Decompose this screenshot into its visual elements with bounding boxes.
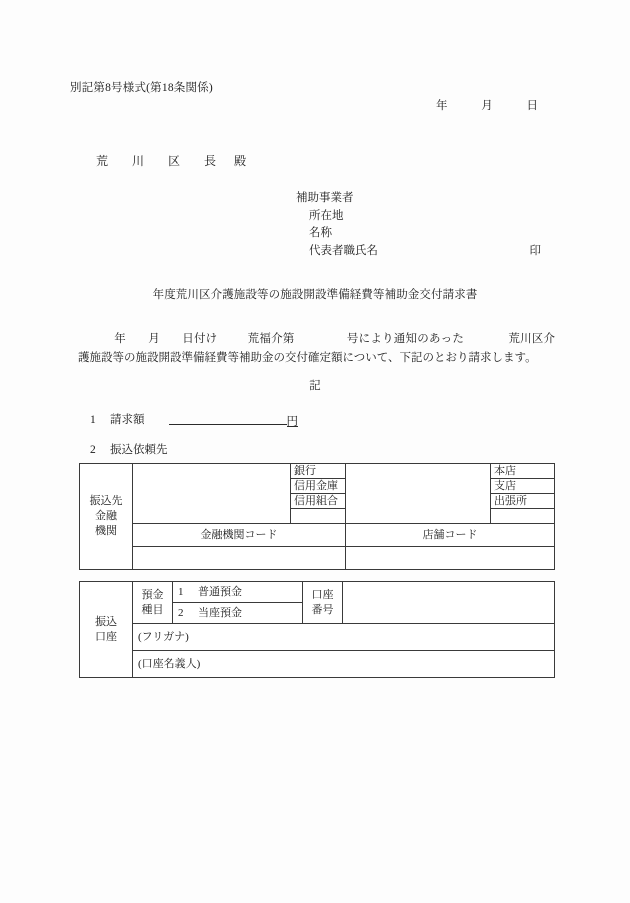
item1-label: 請求額 — [110, 414, 145, 426]
institution-type-bank[interactable]: 銀行 — [291, 464, 346, 479]
body-text-tail: 荒川区介護施設等の施設開設準備経費等補助金の交付確定額について、下記のとおり請求します。 — [78, 333, 556, 364]
ki-marker: 記 — [309, 380, 321, 392]
account-row-label-line2: 口座 — [95, 630, 117, 643]
body-day-label: 日付け — [181, 333, 218, 345]
notice-number-prefix: 荒福介第 — [247, 333, 295, 345]
bank-institution-table — [79, 463, 555, 570]
institution-type-credit-union[interactable]: 信用組合 — [291, 494, 346, 509]
claim-amount-unit: 円 — [287, 413, 299, 427]
applicant-address-label: 所在地 — [309, 209, 344, 222]
item2-number: 2 — [90, 444, 96, 456]
table-row — [80, 651, 555, 678]
date-line — [436, 97, 538, 113]
account-number-label — [303, 582, 343, 624]
date-month-label: 月 — [481, 100, 493, 112]
institution-name-input[interactable] — [133, 464, 291, 524]
table-row — [80, 464, 555, 479]
institution-type-shinkin[interactable]: 信用金庫 — [291, 479, 346, 494]
deposit-kind-label-line1: 預金 — [141, 588, 164, 601]
applicant-representative-row — [296, 243, 541, 261]
deposit-kind-ordinary-number: 1 — [178, 586, 184, 598]
account-number-label-line2: 番号 — [311, 603, 334, 616]
table-row — [80, 547, 555, 570]
bank-row-label-line1: 振込先 — [89, 495, 123, 507]
deposit-kind-current-label: 当座預金 — [198, 607, 242, 619]
item-transfer-destination — [90, 441, 168, 457]
institution-code-label: 金融機関コード — [133, 524, 346, 547]
table-row — [80, 524, 555, 547]
applicant-heading: 補助事業者 — [296, 192, 354, 204]
deposit-kind-option-ordinary[interactable] — [173, 582, 303, 603]
table-row — [80, 582, 555, 603]
furigana-label: (フリガナ) — [138, 631, 189, 643]
bank-row-label-line3: 機関 — [95, 525, 117, 537]
branch-code-label: 店舗コード — [346, 524, 555, 547]
branch-type-sub-office[interactable]: 出張所 — [491, 494, 555, 509]
branch-type-branch[interactable]: 支店 — [491, 479, 555, 494]
body-month-label: 月 — [147, 333, 160, 345]
account-holder-label: (口座名義人) — [138, 658, 201, 670]
seal-icon: 印 — [529, 244, 541, 257]
date-year-label: 年 — [436, 100, 448, 112]
claim-amount-input[interactable] — [169, 411, 287, 425]
addressee-honorific: 殿 — [234, 154, 253, 168]
institution-code-input[interactable] — [133, 547, 346, 570]
addressee-name: 荒 川 区 長 — [96, 154, 223, 168]
deposit-kind-ordinary-label: 普通預金 — [198, 586, 242, 598]
bank-row-label — [80, 464, 133, 570]
deposit-kind-current-number: 2 — [178, 607, 184, 619]
account-row-label-line1: 振込 — [95, 615, 117, 628]
account-number-input[interactable] — [343, 582, 555, 624]
account-details-table — [79, 581, 555, 678]
branch-type-other-input[interactable] — [491, 509, 555, 524]
body-paragraph — [78, 330, 555, 368]
account-row-label — [80, 582, 133, 678]
addressee-line — [96, 152, 252, 169]
deposit-kind-label-line2: 種目 — [141, 603, 164, 616]
date-day-label: 日 — [526, 100, 538, 112]
notice-number-suffix: 号により通知のあった — [346, 333, 465, 345]
applicant-name-label: 名称 — [309, 227, 332, 239]
branch-name-input[interactable] — [346, 464, 491, 524]
account-holder-field[interactable] — [133, 651, 555, 678]
deposit-kind-label — [133, 582, 173, 624]
account-number-label-line1: 口座 — [311, 588, 334, 601]
table-row — [80, 624, 555, 651]
branch-type-head-office[interactable]: 本店 — [491, 464, 555, 479]
institution-type-other-input[interactable] — [291, 509, 346, 524]
form-number: 別記第8号様式(第18条関係) — [70, 82, 213, 94]
applicant-block — [296, 190, 541, 260]
furigana-field[interactable] — [133, 624, 555, 651]
item-claim-amount — [90, 411, 298, 427]
item2-label: 振込依頼先 — [110, 444, 168, 456]
item1-number: 1 — [90, 414, 96, 426]
applicant-representative-label: 代表者職氏名 — [309, 244, 378, 257]
document-title: 年度荒川区介護施設等の施設開設準備経費等補助金交付請求書 — [152, 289, 478, 301]
body-year-label: 年 — [114, 333, 126, 345]
deposit-kind-option-current[interactable] — [173, 603, 303, 624]
branch-code-input[interactable] — [346, 547, 555, 570]
bank-row-label-line2: 金融 — [95, 510, 117, 522]
